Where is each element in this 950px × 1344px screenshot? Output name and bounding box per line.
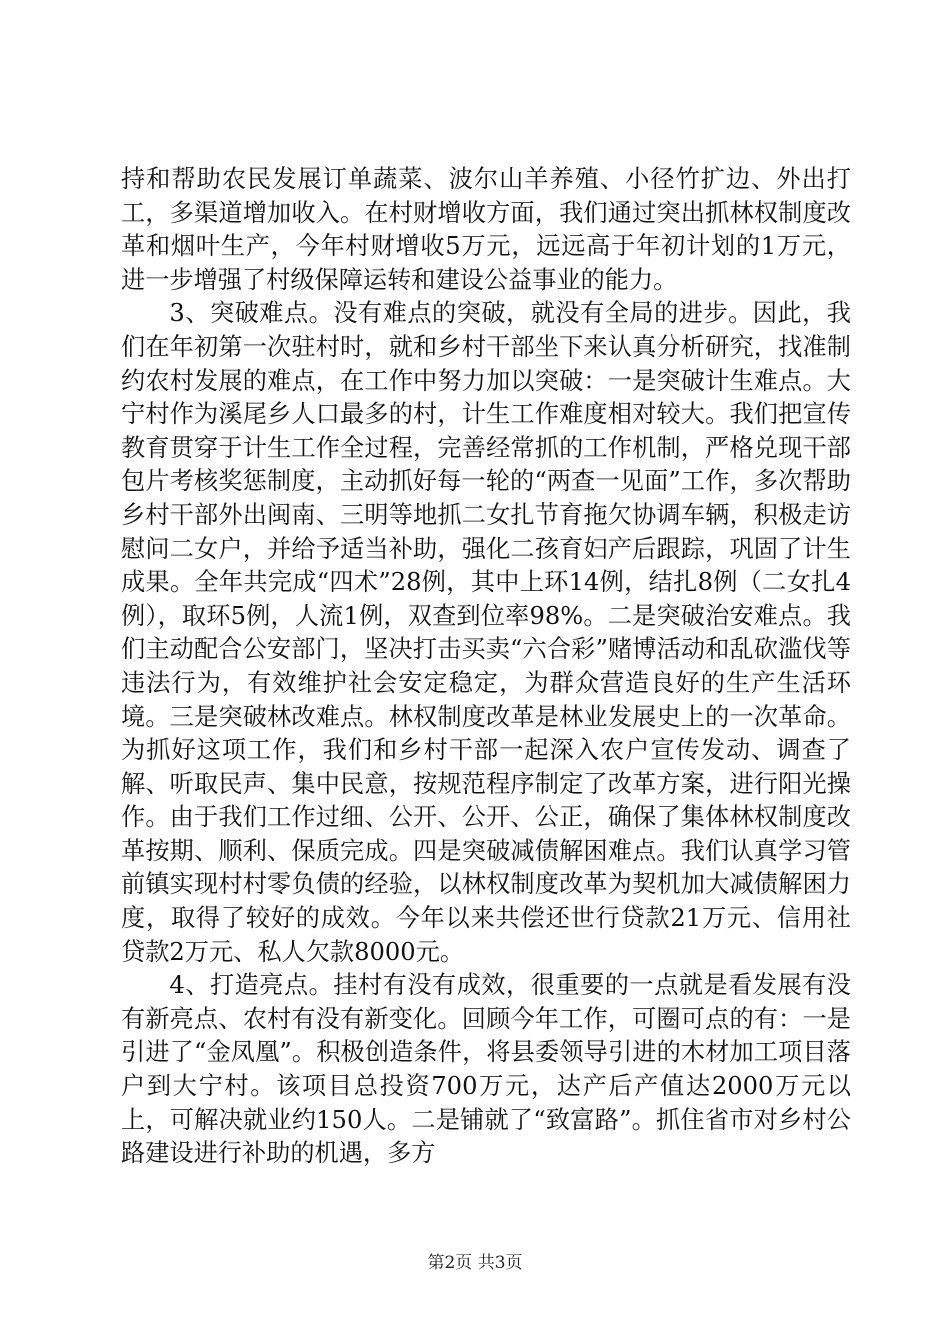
paragraph-breakthrough-difficulties: 3、突破难点。没有难点的突破，就没有全局的进步。因此，我们在年初第一次驻村时，就和乡村干部坐下来认真分析研究，找准制约农村发展的难点，在工作中努力加以突破：一是突破计生难点。大宁村作为溪尾乡人口最多的村，计生工作难度相对较大。我们把宣传教育贯穿于计生工作全过程，完善经常抓的工作机制，严格兑现干部包片考核奖惩制度，主动抓好每一轮的“两查一见面”工作，多次帮助乡村干部外出闽南、三明等地抓二女扎节育拖欠协调车辆，积极走访慰问二女户，并给予适当补助，强化二孩育妇产后跟踪，巩固了计生成果。全年共完成“四术”28例，其中上环14例，结扎8例（二女扎4例），取环5例，人流1例，双查到位率98%。二是突破治安难点。我们主动配合公安部门，坚决打击买卖“六合彩”赌博活动和乱砍滥伐等违法行为，有效维护社会安定稳定，为群众营造良好的生产生活环境。三是突破林改难点。林权制度改革是林业发展史上的一次革命。为抓好这项工作，我们和乡村干部一起深入农户宣传发动、调查了解、听取民声、集中民意，按规范程序制定了改革方案，进行阳光操作。由于我们工作过细、公开、公开、公正，确保了集体林权制度改革按期、顺利、保质完成。四是突破减债解困难点。我们认真学习管前镇实现村村零负债的经验，以林权制度改革为契机加大减债解困力度，取得了较好的成效。今年以来共偿还世行贷款21万元、信用社贷款2万元、私人欠款8000元。 bbox=[121, 299, 851, 966]
paragraph-highlights: 4、打造亮点。挂村有没有成效，很重要的一点就是看发展有没有新亮点、农村有没有新变化。回顾今年工作，可圈可点的有：一是引进了“金凤凰”。积极创造条件，将县委领导引进的木材加工项目落户到大宁村。该项目总投资700万元，达产后产值达2000万元以上，可解决就业约150人。二是铺就了“致富路”。抓住省市对乡村公路建设进行补助的机遇，多方 bbox=[121, 971, 851, 1168]
page-number-footer: 第2页 共3页 bbox=[427, 1253, 523, 1273]
paragraph-income: 持和帮助农民发展订单蔬菜、波尔山羊养殖、小径竹扩边、外出打工，多渠道增加收入。在村财增收方面，我们通过突出抓林权制度改革和烟叶生产，今年村财增收5万元，远远高于年初计划的1万元，进一步增强了村级保障运转和建设公益事业的能力。 bbox=[121, 165, 851, 294]
document-body bbox=[121, 163, 851, 1171]
